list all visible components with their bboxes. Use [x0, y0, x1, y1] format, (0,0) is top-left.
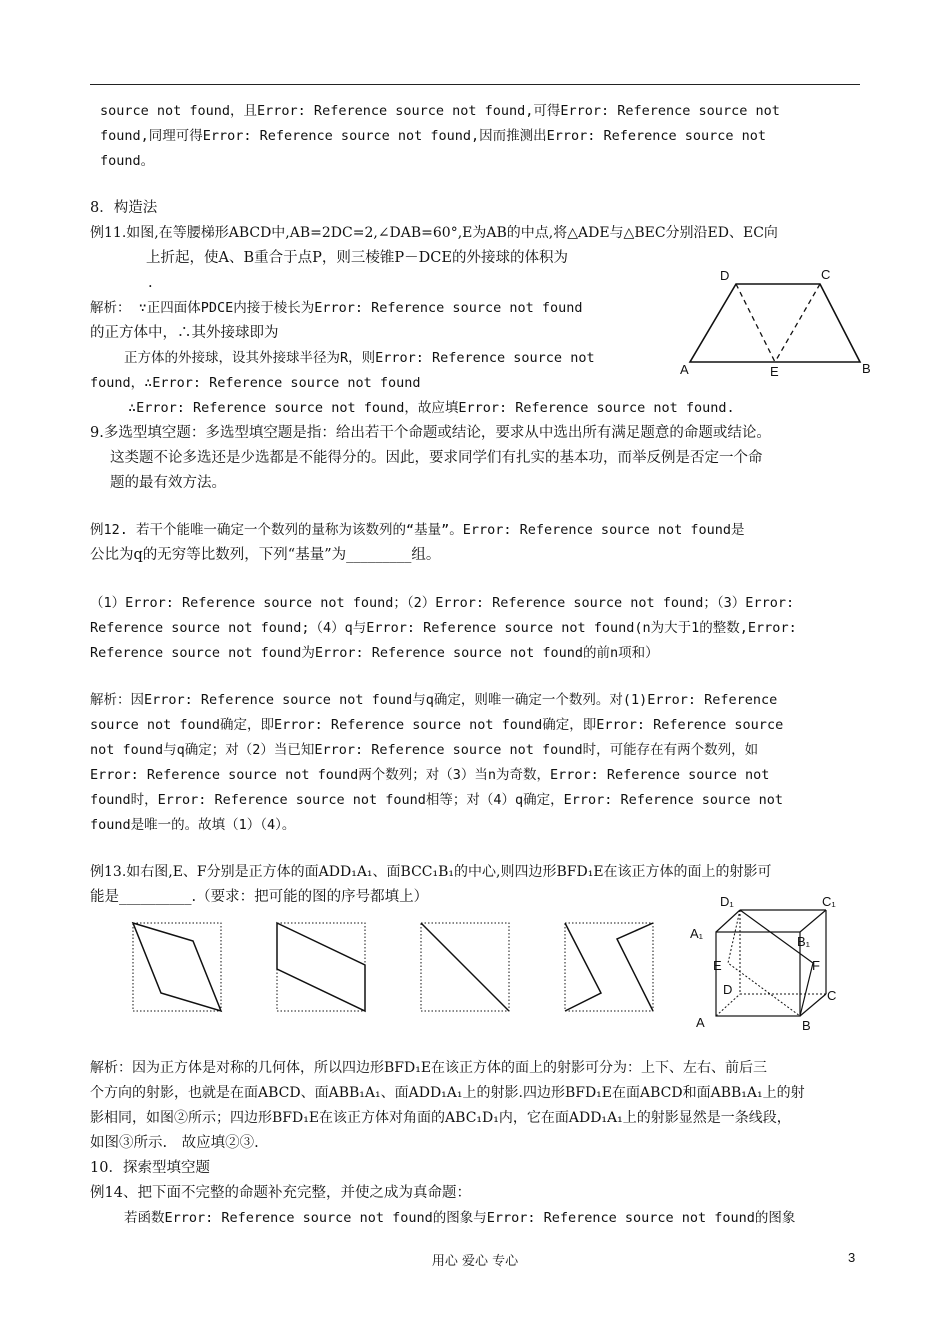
- label-A: A: [680, 362, 689, 377]
- page-number: 3: [848, 1250, 856, 1265]
- text-line: not found与q确定；对（2）当已知Error: Reference source not found时，可能存在有两个数列，如: [90, 742, 759, 758]
- text-line: 解析： ∵正四面体PDCE内接于棱长为Error: Reference source not found: [90, 300, 583, 316]
- text-line: .: [148, 275, 153, 291]
- text-line: 正方体的外接球，设其外接球半径为R，则Error: Reference source not: [124, 350, 595, 366]
- text-line: Error: Reference source not found两个数列；对（3）当n为奇数，Error: Reference source not: [90, 767, 770, 783]
- text-line: 能是__________.（要求：把可能的图的序号都填上）: [90, 889, 429, 905]
- cube-figure: [686, 890, 846, 1040]
- text-line: found,同理可得Error: Reference source not found,因而推测出Error: Reference source not: [100, 128, 767, 144]
- text-line: 例13.如右图,E、F分别是正方体的面ADD₁A₁、面BCC₁B₁的中心,则四边形BFD₁E在该正方体的面上的射影可: [90, 864, 772, 880]
- page-footer: 用心 爱心 专心: [431, 1254, 519, 1269]
- text-line: （1）Error: Reference source not found；（2）Error: Reference source not found；（3）Error:: [90, 595, 795, 611]
- text-line: Reference source not found为Error: Reference source not found的前n项和）: [90, 645, 659, 661]
- section-heading-8: 8．构造法: [90, 200, 158, 216]
- text-line: 例14、把下面不完整的命题补充完整，并使之成为真命题：: [90, 1185, 471, 1201]
- label-C: C: [827, 988, 837, 1003]
- label-F: F: [812, 958, 820, 973]
- text-line: 公比为q的无穷等比数列，下列“基量”为_________组。: [90, 547, 441, 563]
- label-A: A: [696, 1015, 705, 1030]
- text-line: 解析：因Error: Reference source not found与q确定，则唯一确定一个数列。对(1)Error: Reference: [90, 692, 778, 708]
- text-line: 这类题不论多选还是少选都是不能得分的。因此，要求同学们有扎实的基本功，而举反例是否定一个命: [110, 450, 763, 466]
- text-line: 影相同，如图②所示；四边形BFD₁E在该正方体对角面的ABC₁D₁内，它在面ADD₁A₁上的射影显然是一条线段，: [90, 1110, 791, 1126]
- text-line: found。: [100, 153, 155, 169]
- label-D: D: [720, 268, 730, 283]
- label-C: C: [821, 267, 831, 282]
- section-heading-9: 9.多选型填空题：多选型填空题是指：给出若干个命题或结论，要求从中选出所有满足题意的命题或结论。: [90, 425, 771, 441]
- option-4-figure: [565, 923, 653, 1011]
- trapezoid-figure: [672, 262, 882, 382]
- label-A1: A₁: [690, 926, 704, 941]
- option-2-figure: [277, 923, 365, 1011]
- text-line: 题的最有效方法。: [110, 475, 226, 491]
- text-line: found时，Error: Reference source not found相等；对（4）q确定，Error: Reference source not: [90, 792, 784, 808]
- text-line: found是唯一的。故填（1）（4）。: [90, 817, 296, 833]
- label-E: E: [713, 958, 722, 973]
- text-line: 的正方体中，∴其外接球即为: [90, 325, 279, 341]
- text-line: 上折起，使A、B重合于点P，则三棱锥P－DCE的外接球的体积为: [146, 250, 568, 266]
- text-line: 若函数Error: Reference source not found的图象与Error: Reference source not found的图象: [124, 1210, 796, 1226]
- text-line: source not found，且Error: Reference source not found,可得Error: Reference source not: [100, 103, 780, 119]
- text-line: 例11.如图,在等腰梯形ABCD中,AB=2DC=2,∠DAB=60°,E为AB的中点,将△ADE与△BEC分别沿ED、EC向: [90, 225, 778, 241]
- label-D1: D₁: [720, 894, 734, 909]
- text-line: 解析：因为正方体是对称的几何体，所以四边形BFD₁E在该正方体的面上的射影可分为：上下、左右、前后三: [90, 1060, 768, 1076]
- label-C1: C₁: [822, 894, 836, 909]
- option-3-figure: [421, 923, 509, 1011]
- label-D: D: [723, 982, 733, 997]
- projection-options: [125, 915, 685, 1020]
- text-line: 个方向的射影，也就是在面ABCD、面ABB₁A₁、面ADD₁A₁上的射影.四边形BFD₁E在面ABCD和面ABB₁A₁上的射: [90, 1085, 805, 1101]
- label-B: B: [862, 361, 871, 376]
- text-line: found，∴Error: Reference source not found: [90, 375, 421, 391]
- text-line: Reference source not found;（4）q与Error: Reference source not found(n为大于1的整数,Error:: [90, 620, 797, 636]
- label-E: E: [770, 364, 779, 379]
- section-heading-10: 10．探索型填空题: [90, 1160, 210, 1176]
- label-B: B: [802, 1018, 811, 1033]
- text-line: 如图③所示. 故应填②③.: [90, 1135, 259, 1151]
- option-1-figure: [133, 923, 221, 1011]
- text-line: source not found确定，即Error: Reference source not found确定，即Error: Reference source: [90, 717, 784, 733]
- text-line: 例12. 若干个能唯一确定一个数列的量称为该数列的“基量”。Error: Reference source not found是: [90, 522, 745, 538]
- text-line: ∴Error: Reference source not found，故应填Error: Reference source not found.: [128, 400, 735, 416]
- label-B1: B₁: [797, 934, 811, 949]
- header-rule: [90, 84, 860, 85]
